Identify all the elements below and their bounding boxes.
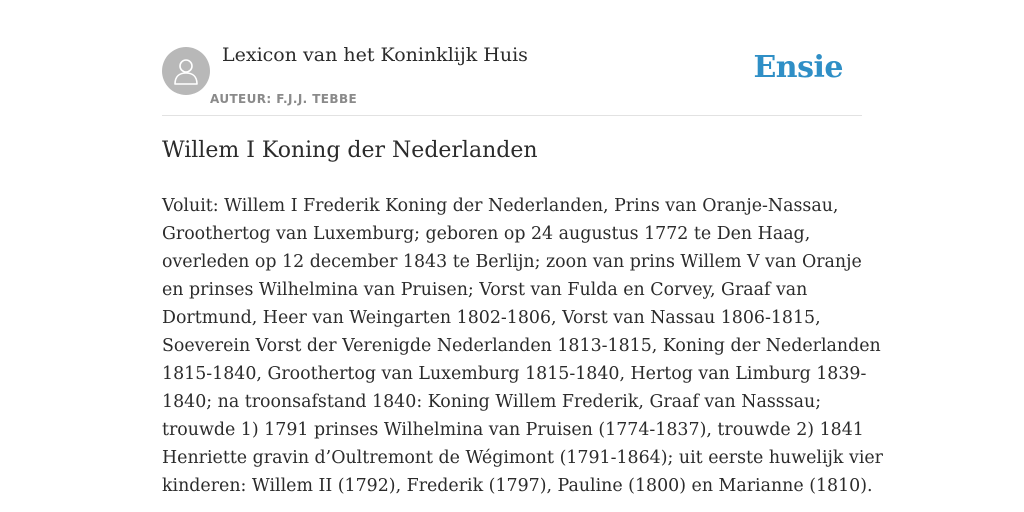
book-title[interactable]: Lexicon van het Koninklijk Huis	[222, 44, 528, 66]
entry-title: Willem I Koning der Nederlanden	[162, 138, 538, 163]
entry-body	[162, 192, 883, 500]
body-line: Soeverein Vorst der Verenigde Nederlanden 1813-1815, Koning der Nederlanden	[162, 336, 881, 356]
body-line: overleden op 12 december 1843 te Berlijn; zoon van prins Willem V van Oranje	[162, 252, 862, 272]
body-line: 1840; na troonsafstand 1840: Koning Willem Frederik, Graaf van Nasssau;	[162, 392, 822, 412]
body-line: kinderen: Willem II (1792), Frederik (1797), Pauline (1800) en Marianne (1810).	[162, 476, 873, 496]
user-icon	[173, 57, 199, 85]
header-divider	[162, 115, 862, 116]
author-avatar[interactable]	[162, 47, 210, 95]
body-line: trouwde 1) 1791 prinses Wilhelmina van Pruisen (1774-1837), trouwde 2) 1841	[162, 420, 864, 440]
body-line: 1815-1840, Groothertog van Luxemburg 1815-1840, Hertog van Limburg 1839-	[162, 364, 867, 384]
body-line: Dortmund, Heer van Weingarten 1802-1806, Vorst van Nassau 1806-1815,	[162, 308, 821, 328]
author-label[interactable]: AUTEUR: F.J.J. TEBBE	[210, 92, 358, 106]
body-line: Voluit: Willem I Frederik Koning der Nederlanden, Prins van Oranje-Nassau,	[162, 196, 839, 216]
body-line: en prinses Wilhelmina van Pruisen; Vorst van Fulda en Corvey, Graaf van	[162, 280, 808, 300]
body-line: Henriette gravin d’Oultremont de Wégimont (1791-1864); uit eerste huwelijk vier	[162, 448, 883, 468]
ensie-logo[interactable]: Ensie	[753, 50, 843, 85]
body-line: Groothertog van Luxemburg; geboren op 24 augustus 1772 te Den Haag,	[162, 224, 811, 244]
